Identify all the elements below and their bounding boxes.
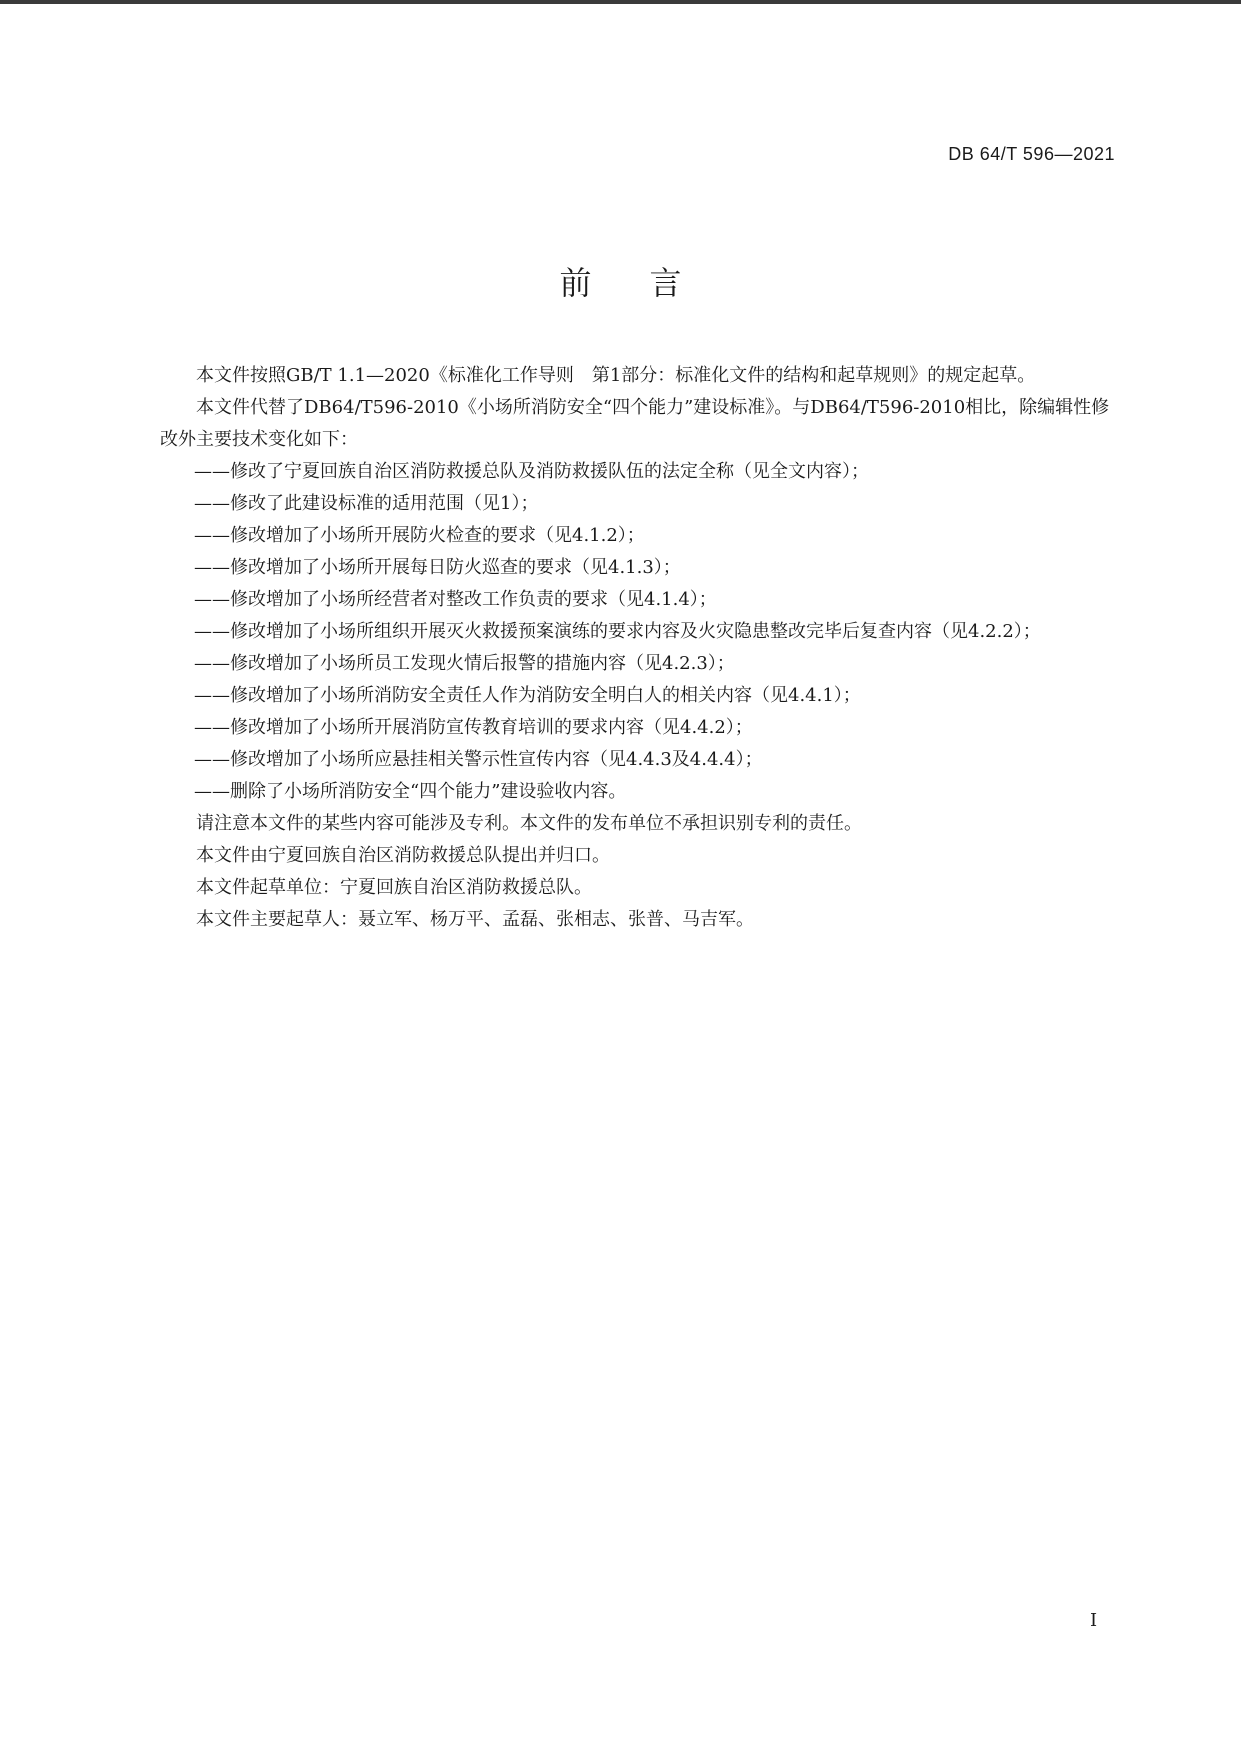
paragraph-drafting-basis: 本文件按照GB/T 1.1—2020《标准化工作导则 第1部分：标准化文件的结构和起草规则》的规定起草。 [196, 365, 1036, 386]
note-patent: 请注意本文件的某些内容可能涉及专利。本文件的发布单位不承担识别专利的责任。 [196, 813, 862, 834]
scan-top-edge [0, 0, 1241, 4]
page-title: 前言 [559, 264, 740, 302]
change-item: ——修改了宁夏回族自治区消防救援总队及消防救援队伍的法定全称（见全文内容）； [194, 461, 869, 482]
document-code: DB 64/T 596—2021 [948, 144, 1115, 164]
change-item: ——修改了此建设标准的适用范围（见1）； [194, 493, 539, 514]
change-item: ——修改增加了小场所开展每日防火巡查的要求（见4.1.3）； [194, 557, 681, 578]
page-number: I [1090, 1610, 1098, 1631]
change-item: ——修改增加了小场所开展消防宣传教育培训的要求内容（见4.4.2）； [194, 717, 753, 738]
change-item: ——修改增加了小场所消防安全责任人作为消防安全明白人的相关内容（见4.4.1）； [194, 685, 861, 706]
note-drafting-unit: 本文件起草单位：宁夏回族自治区消防救援总队。 [196, 877, 592, 898]
change-item: ——删除了小场所消防安全“四个能力”建设验收内容。 [194, 781, 627, 802]
note-proposer: 本文件由宁夏回族自治区消防救援总队提出并归口。 [196, 845, 610, 866]
paragraph-replacement: 本文件代替了DB64/T596-2010《小场所消防安全“四个能力”建设标准》。与DB64/T596-2010相比，除编辑性修改外主要技术变化如下： [160, 397, 1110, 450]
document-body [160, 360, 1120, 936]
change-item: ——修改增加了小场所员工发现火情后报警的措施内容（见4.2.3）； [194, 653, 735, 674]
change-item: ——修改增加了小场所应悬挂相关警示性宣传内容（见4.4.3及4.4.4）； [194, 749, 763, 770]
change-item: ——修改增加了小场所经营者对整改工作负责的要求（见4.1.4）； [194, 589, 717, 610]
change-item: ——修改增加了小场所组织开展灭火救援预案演练的要求内容及火灾隐患整改完毕后复查内容（见4.2.2）； [194, 621, 1041, 642]
change-item: ——修改增加了小场所开展防火检查的要求（见4.1.2）； [194, 525, 645, 546]
note-drafters: 本文件主要起草人：聂立军、杨万平、孟磊、张相志、张普、马吉军。 [196, 909, 754, 930]
